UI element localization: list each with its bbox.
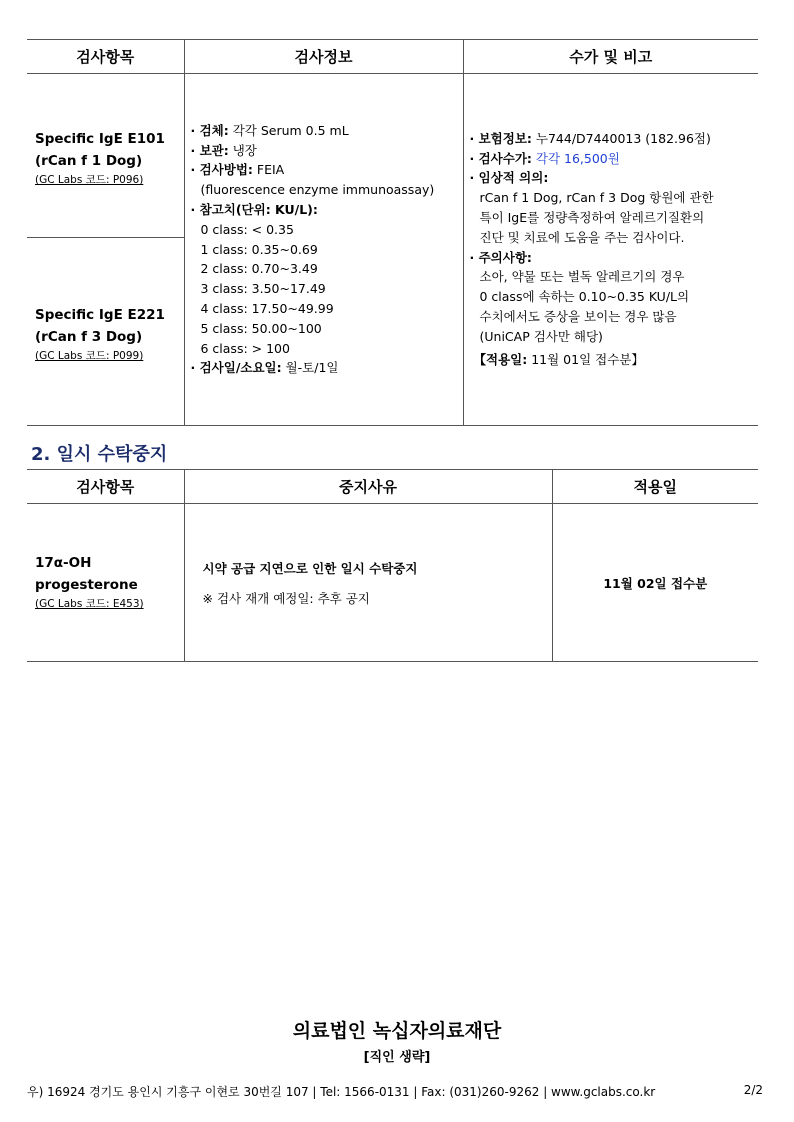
fee-value: 각각 16,500원 xyxy=(531,150,620,166)
method-label: · 검사방법: xyxy=(190,162,253,178)
header-apply-date: 적용일 xyxy=(552,470,758,504)
stop-reason-cell xyxy=(184,504,552,662)
test-name: Specific IgE E221 xyxy=(35,307,165,323)
clinical-line: 특이 IgE를 정량측정하여 알레르기질환의 xyxy=(479,209,705,225)
class-range: 6 class: > 100 xyxy=(200,340,290,356)
test-name-sub: (rCan f 1 Dog) xyxy=(35,153,143,169)
class-range: 2 class: 0.70~3.49 xyxy=(200,261,318,277)
header-stop-reason: 중지사유 xyxy=(184,470,552,504)
header-fee-remarks: 수가 및 비고 xyxy=(463,40,758,74)
schedule-value: 월-토/1일 xyxy=(281,360,339,376)
header-test-item: 검사항목 xyxy=(27,470,184,504)
caution-line: 0 class에 속하는 0.10~0.35 KU/L의 xyxy=(479,289,690,305)
test-code: (GC Labs 코드: P096) xyxy=(35,174,144,186)
clinical-line: 진단 및 치료에 도움을 주는 검사이다. xyxy=(479,229,685,245)
clinical-label: · 임상적 의의: xyxy=(469,170,549,186)
stop-reason: 시약 공급 지연으로 인한 일시 수탁중지 xyxy=(202,560,418,576)
specimen-label: · 검체: xyxy=(190,122,229,138)
test-name-sub: progesterone xyxy=(35,577,138,593)
caution-label: · 주의사항: xyxy=(469,249,532,265)
caution-line: 소아, 약물 또는 벌독 알레르기의 경우 xyxy=(479,269,685,285)
method-note: (fluorescence enzyme immunoassay) xyxy=(200,182,435,198)
specimen-value: 각각 Serum 0.5 mL xyxy=(228,122,349,138)
test-item-e101 xyxy=(27,74,184,238)
page-number: 2/2 xyxy=(743,1083,763,1097)
apply-date: 11월 02일 접수분 xyxy=(603,575,708,591)
storage-value: 냉장 xyxy=(228,142,257,158)
test-code: (GC Labs 코드: E453) xyxy=(35,598,144,610)
fee-label: · 검사수가: xyxy=(469,150,532,166)
test-name: Specific IgE E101 xyxy=(35,131,165,147)
reference-label: · 참고치(단위: KU/L): xyxy=(190,202,318,217)
suspended-tests-table xyxy=(27,469,758,662)
method-value: FEIA xyxy=(252,162,285,178)
seal-omitted-note: [직인 생략] xyxy=(363,1050,431,1065)
class-range: 3 class: 3.50~17.49 xyxy=(200,281,326,297)
test-item-e221 xyxy=(27,238,184,426)
section-title: 2. 일시 수탁중지 xyxy=(31,444,168,465)
header-test-item: 검사항목 xyxy=(27,40,184,74)
storage-label: · 보관: xyxy=(190,142,229,158)
table-header-row xyxy=(27,470,758,504)
organization-name: 의료법인 녹십자의료재단 xyxy=(292,1020,502,1042)
insurance-value: 누744/D7440013 (182.96점) xyxy=(531,130,711,146)
caution-line: 수치에서도 증상을 보이는 경우 많음 xyxy=(479,308,677,324)
test-item-17oh xyxy=(27,504,184,662)
resume-note: ※ 검사 재개 예정일: 추후 공지 xyxy=(202,590,370,606)
schedule-label: · 검사일/소요일: xyxy=(190,360,282,376)
header-test-info: 검사정보 xyxy=(184,40,463,74)
insurance-label: · 보험정보: xyxy=(469,130,532,146)
class-range: 0 class: < 0.35 xyxy=(200,221,294,237)
test-name-sub: (rCan f 3 Dog) xyxy=(35,329,143,345)
test-info-cell xyxy=(184,74,463,426)
footer-address: 우) 16924 경기도 용인시 기흥구 이현로 30번길 107 | Tel: 1566-0131 | Fax: (031)260-9262 | www.gclabs.co.kr xyxy=(27,1085,656,1099)
clinical-line: rCan f 1 Dog, rCan f 3 Dog 항원에 관한 xyxy=(479,190,714,206)
test-name: 17α-OH xyxy=(35,555,92,571)
apply-label: 【적용일: xyxy=(473,352,528,368)
test-code: (GC Labs 코드: P099) xyxy=(35,350,144,362)
changed-tests-table xyxy=(27,39,758,426)
fee-remarks-cell xyxy=(463,74,758,426)
apply-value: 11월 01일 접수분】 xyxy=(527,352,644,368)
table-row xyxy=(27,74,758,238)
table-header-row xyxy=(27,40,758,74)
class-range: 1 class: 0.35~0.69 xyxy=(200,241,318,257)
class-range: 5 class: 50.00~100 xyxy=(200,320,322,336)
class-range: 4 class: 17.50~49.99 xyxy=(200,300,334,316)
table-row xyxy=(27,504,758,662)
caution-line: (UniCAP 검사만 해당) xyxy=(479,328,603,344)
